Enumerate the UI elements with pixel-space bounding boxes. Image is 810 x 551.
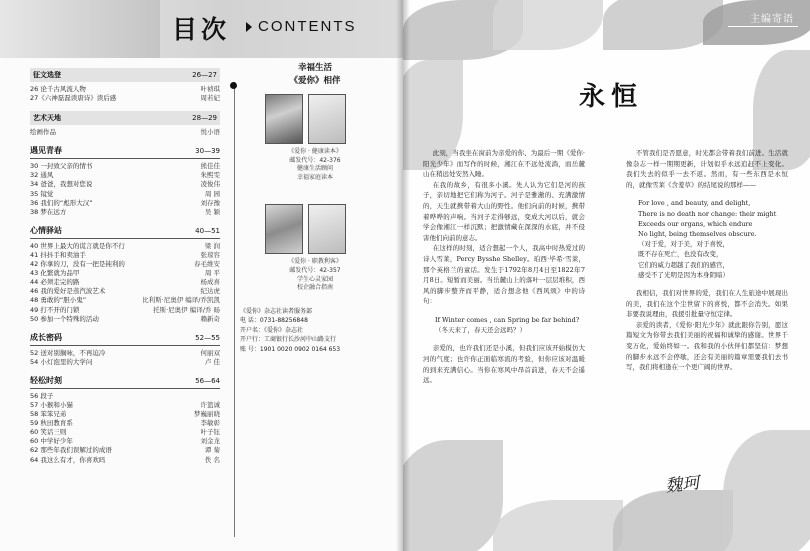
toc-entry-title: 32 通风 (30, 171, 54, 180)
magazine-desc: 校企融合指南 (296, 284, 333, 292)
toc-entry[interactable] (30, 278, 220, 287)
leaf-decoration (723, 430, 810, 551)
toc-section (30, 68, 220, 103)
essay-column-right (626, 148, 788, 373)
toc-entry-title: 36 我们的“彪形大汉” (30, 198, 93, 207)
section-page-range: 26—27 (192, 71, 217, 79)
toc-entry-author: 吴 颖 (204, 207, 220, 216)
magazine-name: 《爱你 · 职教利客》 (288, 258, 342, 266)
toc-entry[interactable] (30, 162, 220, 171)
poem-line: 感受不了光明是因为本身阴暗） (638, 270, 729, 279)
toc-entry-title: 30 一封致父亲的情书 (30, 162, 93, 171)
toc-entry[interactable] (30, 446, 220, 455)
magazine-code: 邮发代号：42-376 (289, 156, 341, 164)
contact-info (240, 307, 390, 355)
toc-entry[interactable] (30, 419, 220, 428)
toc-entry-title: 43 化繁就为品甲 (30, 269, 80, 278)
toc-entry[interactable] (30, 269, 220, 278)
toc-section-heading (30, 332, 220, 346)
section-page-range: 40—51 (195, 226, 220, 235)
toc-entry-author: 赖新奇 (200, 314, 220, 323)
toc-entry-author: 凌俊伟 (200, 180, 220, 189)
header-bar (0, 0, 160, 58)
toc-entry-author: 比利斯·尼奥伊 编译/乔凯凯 (142, 296, 220, 305)
author-signature: 魏珂 (664, 473, 701, 497)
toc-entry[interactable] (30, 251, 220, 260)
magazine-desc: 幸福家庭读本 (296, 173, 333, 181)
magazine-name: 《爱你 · 健康读本》 (288, 148, 342, 155)
toc-entry-title: 38 梦在远方 (30, 207, 67, 216)
toc-entry-title: 56 段子 (30, 391, 54, 400)
toc-entry-title: 35 镜觉 (30, 189, 54, 198)
magazine-promo (240, 62, 390, 354)
leaf-decoration (493, 500, 623, 551)
essay-column-left (423, 148, 585, 386)
toc-entry-title: 60 中学好少年 (30, 437, 73, 446)
section-page-range: 30—39 (195, 147, 220, 156)
magazine-cover-image (265, 204, 303, 254)
toc-entry-author: 佚 名 (204, 455, 220, 464)
promo-caption-2 (240, 258, 390, 292)
poem-line: （对于爱，对于美，对于喜悦， (638, 240, 729, 249)
toc-section-heading (30, 68, 220, 82)
toc-entry-author: 谭 菊 (204, 446, 220, 455)
essay-paragraph: 在这样的时刻，适合想起一个人，我高中时热爱过的诗人雪莱，Percy Bysshe Shelley。珀西·毕希·雪莱，那个英格兰的童话。发生于1792年8月4日至1822年7月8日。短暂而美丽。当岳麓山上的落叶一层层堆积，西风的脚步整齐而平静，适合想念他《西风颂》中的诗句： (423, 244, 585, 306)
toc-entry-title: 50 参加一个特殊的活动 (30, 314, 99, 323)
toc-entry-author: 叶祯琪 (200, 85, 220, 93)
toc-entry-author: 熊佳佳 (200, 162, 220, 171)
toc-entry-author: 梁 润 (204, 241, 220, 250)
toc-entry[interactable] (30, 260, 220, 269)
section-title: 遇见青春 (30, 146, 62, 156)
toc-entry[interactable] (30, 306, 220, 315)
toc-entry[interactable] (30, 349, 220, 358)
toc-entry[interactable] (30, 94, 220, 103)
toc-entry-title: 26 论千古风流人物 (30, 85, 86, 93)
editor-letter-page (403, 0, 810, 551)
toc-entry-author: 春毛维安 (194, 260, 220, 269)
toc-section-heading (30, 375, 220, 389)
toc-entry-title: 58 笨笨兄弟 (30, 410, 67, 419)
toc-entry-title: 46 我的爱好是蒸汽波艺术 (30, 287, 106, 296)
section-title: 征文选登 (33, 71, 61, 79)
magazine-cover-group-1 (265, 94, 365, 144)
magazine-desc: 学生心灵家园 (296, 275, 333, 283)
poem-line: No light, being themselves obscure. (638, 229, 757, 238)
toc-entry[interactable] (30, 392, 220, 401)
toc-entry-title: 48 勇敢的“胆小鬼” (30, 296, 87, 305)
toc-entry-title: 42 你拿的刀，没有一把是钝利的 (30, 260, 125, 269)
toc-entry-title: 64 我这么有才，你喜欢吗 (30, 455, 106, 464)
toc-entry[interactable] (30, 315, 220, 324)
toc-entry-author: 托斯·尼奥伊 编译/乔 旸 (153, 305, 220, 314)
magazine-code: 邮发代号：42-357 (289, 266, 341, 274)
toc-section (30, 145, 220, 217)
toc-entry-author: 许篮诚 (200, 400, 220, 409)
toc-entry[interactable] (30, 358, 220, 367)
toc-entry[interactable] (30, 242, 220, 251)
section-page-range: 28—29 (192, 114, 217, 123)
promo-title-2: 《爱你》相伴 (289, 76, 341, 86)
essay-title: 永恒 (579, 82, 644, 112)
toc-entry-title: 57 小猴和小猫 (30, 400, 73, 409)
toc-section (30, 375, 220, 465)
toc-entry[interactable] (30, 85, 220, 94)
toc-entry-title: 绘画作品 (30, 128, 56, 137)
toc-entry-author: 周若妃 (200, 94, 220, 103)
toc-entry[interactable] (30, 199, 220, 208)
toc-entry-author: 刘存豫 (200, 198, 220, 207)
section-title: 成长密码 (30, 332, 62, 342)
leaf-decoration (403, 440, 503, 551)
leaf-decoration (613, 490, 733, 551)
section-title: 心情驿站 (30, 225, 62, 235)
divider-dot (230, 82, 237, 89)
leaf-decoration (493, 0, 603, 50)
essay-paragraph: 亲爱的读者，《爱你·阳光少年》就此跟你告别，愿这篇短文为你带去我们美丽的祝福和诚挚的感谢。世界千变万化，爱始终如一。我和我的小伙伴们都坚信：梦想的脚步永远不会停歇，还会有美丽的篇章需要我们去书写，我们将相逢在一个更广阔的世界。 (626, 320, 788, 372)
toc-list (30, 60, 220, 465)
toc-entry[interactable] (30, 410, 220, 419)
essay-paragraph: 我相信，我们对世界的爱，我们在人生旅途中展现出的美，我们在这个尘世留下的喜悦，都不会消失。如果非要我说理由，我援引批量守恒定律。 (626, 289, 788, 319)
magazine-cover-image (308, 94, 346, 144)
toc-entry-author: 卢 佳 (204, 357, 220, 366)
poem-quote (638, 198, 788, 280)
toc-entry[interactable] (30, 128, 220, 137)
poem-quote (435, 315, 585, 335)
toc-entry-title: 59 秋田教育系 (30, 419, 73, 428)
toc-entry-author: 周 平 (204, 269, 220, 278)
essay-paragraph: 亲爱的，也许我们还是小溪，但我们应该开始模仿大河的气度；也许你正面临寒流的考验，但你应该对温暖的到来充满信心。当你在寒风中昂首前进，春天不会遥远。 (423, 344, 585, 385)
toc-entry-author: 何丽双 (200, 348, 220, 357)
contact-line: 开户行：工商银行长沙河中山路支行 (240, 336, 337, 344)
toc-entry-title: 34 爸爸，我想对您说 (30, 180, 93, 189)
toc-entry-author: 叶子钰 (200, 428, 220, 437)
toc-entry-author: 张琼容 (200, 250, 220, 259)
toc-entry[interactable] (30, 428, 220, 437)
toc-entry[interactable] (30, 401, 220, 410)
toc-entry-title: 62 那些年我们误解过的成语 (30, 446, 112, 455)
toc-entry-title: 40 世界上最大的谎言就是你不行 (30, 241, 125, 250)
essay-paragraph: 不管我们是否愿意，时光都会带着我们前进。生活就像杂志一样一期期更新，计划似乎永远追赶不上变化。我们失去的似乎一去不返。然而，有一些东西是永恒的，就像雪莱《含羞草》的结尾说的那样—— (626, 149, 788, 189)
toc-entry[interactable] (30, 208, 220, 217)
toc-entry-author: 梦巍丽晓 (194, 410, 220, 419)
magazine-desc: 健康生活顾问 (296, 165, 333, 173)
toc-entry-title: 49 打不开的门锁 (30, 305, 80, 314)
triangle-arrow-icon (246, 22, 252, 32)
contact-line: 开户名：《爱你》杂志社 (240, 326, 304, 334)
section-page-range: 52—55 (195, 333, 220, 342)
toc-entry-title: 54 小灯泡里的大学问 (30, 357, 93, 366)
magazine-cover-image (265, 94, 303, 144)
toc-entry-title: 41 抖抖手和卖油手 (30, 250, 86, 259)
toc-entry-author: 纪达虎 (200, 287, 220, 296)
contents-page (0, 0, 403, 551)
toc-entry-author: 悦小语 (200, 128, 220, 137)
promo-caption-1 (240, 148, 390, 182)
poem-line: 既不存在死亡，也没有改变， (638, 250, 723, 259)
magazine-cover-image (308, 204, 346, 254)
toc-entry-title: 27《六神磊磊读唐诗》读后感 (30, 94, 117, 103)
toc-entry-title: 52 送对别搁咏，不再迫冷 (30, 348, 106, 357)
section-title: 艺术天地 (33, 114, 61, 123)
toc-entry[interactable] (30, 456, 220, 465)
promo-title-1: 幸福生活 (297, 63, 332, 73)
editor-tag: 主编寄语 (750, 14, 794, 25)
contents-title: 目次 (172, 15, 231, 44)
toc-entry[interactable] (30, 296, 220, 305)
toc-entry-author: 李敏彰 (200, 419, 220, 428)
magazine-cover-group-2 (265, 204, 365, 254)
toc-section-heading (30, 225, 220, 239)
toc-entry[interactable] (30, 190, 220, 199)
column-divider (234, 82, 235, 537)
toc-entry-author: 周 园 (204, 189, 220, 198)
essay-paragraph: 此刻，当我坐在窗前为亲爱的你、为最后一期《爱你·阳光少年》而写作的时候，湘江在不远处流淌，而岳麓山在稍远处安然入睡。 (423, 149, 585, 179)
toc-entry-author: 刘金龙 (200, 437, 220, 446)
toc-section-heading (30, 111, 220, 125)
poem-line: Exceeds our organs, which endure (638, 219, 753, 228)
poem-line: （冬天来了，春天还会远吗？） (435, 326, 526, 335)
toc-section (30, 225, 220, 324)
essay-paragraph: 在我的故乡，有很多小溪。先人认为它们是河的孩子，亲切地把它们称为河子。河子是雅澈的、充满激情的，天生就携带着大山的野性。他们向前的时候，携带着哗哗的声响。当河子走得够远，变成大河以后，就会学会像湘江一样沉默；把激情藏在深深的水底，并不侵害他们向前的意志。 (423, 180, 585, 242)
contact-line: 电 话：0731-88256848 (240, 317, 308, 325)
toc-section-heading (30, 145, 220, 159)
section-title: 轻松时刻 (30, 375, 62, 385)
toc-entry-title: 44 必须走完的路 (30, 278, 80, 287)
poem-line: 它们的威力超越了我们的感官， (638, 260, 729, 269)
contents-subtitle: CONTENTS (258, 18, 357, 35)
toc-entry-title: 60 笑话三则 (30, 428, 67, 437)
tag-underline (728, 26, 798, 27)
poem-line: There is no death nor change: their might (638, 209, 777, 218)
toc-section (30, 111, 220, 137)
toc-entry-author: 朱熙雯 (200, 171, 220, 180)
contact-line: 账 号：1901 0020 0902 0164 653 (240, 345, 341, 353)
poem-line: If Winter comes , can Spring be far behind? (435, 315, 580, 324)
toc-section (30, 332, 220, 367)
toc-entry-author: 杨成喜 (200, 278, 220, 287)
contact-line: 《爱你》杂志社读者服务部 (240, 307, 313, 315)
poem-line: For love , and beauty, and delight, (638, 199, 751, 208)
section-page-range: 56—64 (195, 376, 220, 385)
toc-entry[interactable] (30, 180, 220, 189)
